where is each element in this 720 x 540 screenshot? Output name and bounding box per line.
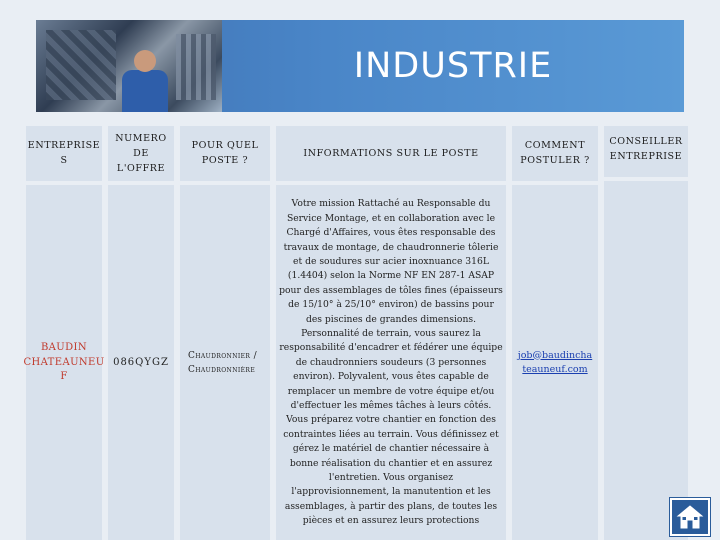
cell-postuler	[512, 186, 598, 540]
header-conseiller: CONSEILLER ENTREPRISE	[609, 136, 683, 162]
banner-title: INDUSTRIE	[353, 46, 553, 86]
column-postuler	[512, 126, 598, 540]
header-poste: POUR QUEL POSTE ?	[191, 140, 259, 166]
cell-informations: Votre mission Rattaché au Responsable du Service Montage, et en collaboration avec le Chargé d'Affaires, vous êtes responsable des travaux de montage, de chaudronnerie tôlerie et de soudures sur acier inoxnuance 316L (1.4404) selon la Norme NF EN 287-1 ASAP pour des assemblages de tôles fines (épaisseurs de 15/10° à 25/10° environ) de bassins pour des piscines de grandes dimensions. Personnalité de terrain, vous saurez la responsabilité d'encadrer et fédérer une équipe de chaudronniers soudeurs (3 personnes environ). Polyvalent, vous êtes capable de remplacer un membre de votre équipe et/ou d'effectuer les mêmes tâches à leurs côtés. Vous préparez votre chantier en fonction des contraintes liées au terrain. Vous définissez et gérez le matériel de chantier nécessaire à bonne réalisation du chantier et en assurez l'entretien. Vous organisez l'approvisionnement, la manutention et les assemblages, à partir des plans, de toutes les pièces et en assurez leurs protections	[279, 198, 503, 527]
header-entreprise: ENTREPRISE S	[27, 140, 101, 166]
cell-poste: Chaudronnier / Chaudronnière	[188, 350, 258, 375]
banner	[36, 20, 684, 112]
column-informations	[276, 126, 506, 540]
apply-email-link[interactable]: job@baudinchateauneuf.com	[517, 349, 593, 375]
column-entreprise	[23, 126, 105, 540]
industry-photo	[36, 20, 222, 112]
home-button[interactable]	[670, 498, 710, 536]
header-numero: NUMERO DE L'OFFRE	[115, 132, 167, 174]
column-numero	[108, 126, 174, 540]
cell-entreprise: BAUDIN CHATEAUNEU F	[23, 342, 105, 383]
header-postuler: COMMENT POSTULER ?	[520, 140, 590, 166]
header-informations: INFORMATIONS SUR LE POSTE	[303, 147, 479, 159]
column-poste	[180, 126, 270, 540]
home-icon	[676, 504, 704, 530]
column-conseiller	[604, 126, 688, 540]
cell-numero: 086QYGZ	[113, 356, 169, 368]
cell-conseiller	[604, 186, 688, 540]
